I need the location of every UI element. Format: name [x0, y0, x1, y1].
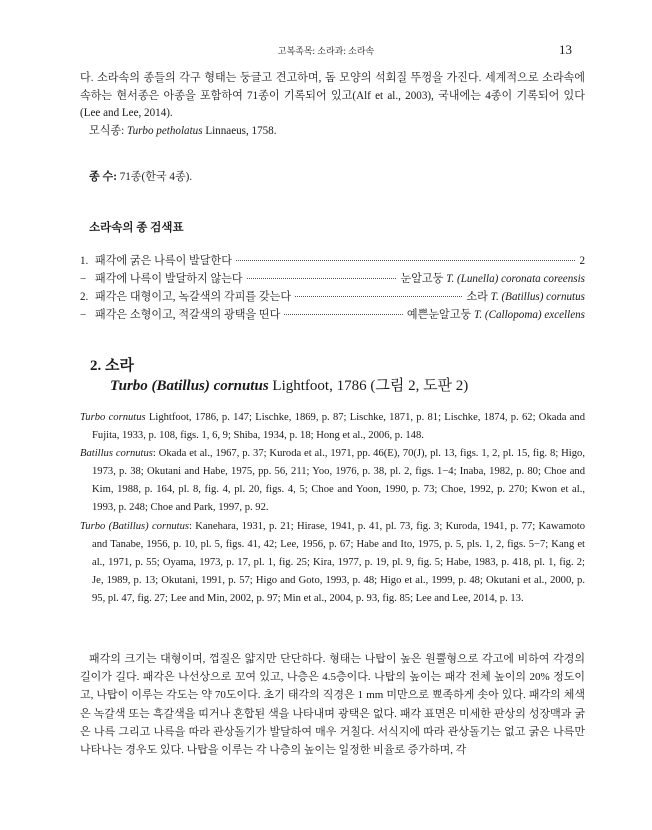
type-species-name: Turbo petholatus	[127, 124, 203, 137]
key-leader-dots	[284, 314, 403, 315]
synonym-citations: : Kanehara, 1931, p. 21; Hirase, 1941, p. 41, pl. 73, fig. 3; Kuroda, 1941, p. 77; Kawamoto and Tanabe, 1956, p. 10, pl. 5, figs. 41, 42; Lee, 1956, p. 67; Habe and Ito, 1975, p. 5, pls. 1, 2, figs. 5−7; Kang et al., 1971, p. 55; Oyama, 1973, p. 17, pl. 1, fig. 25; Kira, 1977, p. 19, pl. 9, fig. 5; Habe, 1983, p. 418, pl. 1, fig. 2; Je, 1989, p. 13; Okutani, 1991, p. 57; Higo and Goto, 1993, p. 48; Higo et al., 1999, p. 48; Okutani et al., 2000, p. 95, pl. 47, fig. 27; Lee and Min, 2002, p. 97; Min et al., 2004, p. 93, fig. 85; Lee and Lee, 2014, p. 13.	[92, 520, 586, 604]
description-section	[80, 650, 585, 759]
description-paragraph: 패각의 크기는 대형이며, 껍질은 얇지만 단단하다. 형태는 나탑이 높은 원뿔형으로 각고에 비하여 각경의 길이가 길다. 패각은 나선상으로 꼬여 있고, 나층은 4.5층이다. 나탑의 높이는 패각 전체 높이의 20% 정도이고, 나탑이 이루는 각도는 약 70도이다. 초기 태각의 직경은 1 mm 미만으로 뾰족하게 솟아 있다. 패각의 체색은 녹갈색 또는 흑갈색을 띠거나 혼합된 색을 나타내며 광택은 없다. 패각 표면은 미세한 판상의 성장맥과 굵은 나륵 그리고 나륵을 따라 관상돌기가 발달하여 매우 거칠다. 서식지에 따라 관상돌기는 없고 굵은 나륵만 나타나는 경우도 있다. 나탑을 이루는 각 나층의 높이는 일정한 비율로 증가하며, 각	[80, 653, 585, 757]
synonymy-list	[80, 409, 585, 608]
type-species-author: Linnaeus, 1758.	[205, 124, 277, 137]
key-item-number: −	[80, 309, 87, 321]
key-result-taxon: T. (Lunella) coronata coreensis	[446, 273, 585, 285]
species-author: Lightfoot, 1786	[268, 378, 367, 394]
running-title: 고복족목: 소라과: 소라속	[277, 46, 375, 56]
type-species-label: 모식종:	[89, 124, 125, 137]
key-item	[80, 271, 585, 289]
species-binomial: Turbo (Batillus) cornutus	[110, 378, 269, 394]
synonymy-entry	[80, 409, 585, 445]
key-item-number: 1.	[80, 255, 89, 267]
key-leader-dots	[295, 296, 462, 297]
key-item-result	[400, 271, 585, 289]
key-item-result	[579, 253, 585, 271]
key-item-text: 패각은 소형이고, 적갈색의 광택을 띤다	[95, 309, 281, 321]
species-count-line	[89, 169, 585, 187]
key-leader-dots	[247, 278, 397, 279]
key-result-prefix: 예쁜눈알고둥	[406, 309, 474, 321]
species-count-label: 종 수:	[89, 171, 117, 183]
identification-key	[80, 253, 585, 325]
key-item-text: 패각은 대형이고, 녹갈색의 각피를 갖는다	[95, 291, 292, 303]
running-head	[0, 42, 652, 58]
species-figure-ref: (그림 2, 도판 2)	[366, 378, 469, 394]
intro-paragraph: 다. 소라속의 종들의 각구 형태는 둥글고 견고하며, 돔 모양의 석회질 뚜껑을 가진다. 세계적으로 소라속에 속하는 현서종은 아종을 포함하여 71종이 기록되어 있고(Alf et al., 2003), 국내에는 4종이 기록되어 있다(Lee and Lee, 2014).	[80, 72, 585, 119]
species-heading	[90, 356, 590, 396]
synonymy-entry	[80, 445, 585, 517]
intro-section	[80, 70, 585, 325]
type-species-line	[80, 123, 585, 141]
key-item-result	[407, 307, 585, 325]
synonym-name: Batillus cornutus	[80, 448, 153, 460]
key-item-number: 2.	[80, 291, 89, 303]
key-item-text: 패각에 굵은 나륵이 발달한다	[95, 255, 232, 267]
key-result-ref: 2	[579, 255, 585, 267]
key-result-taxon: T. (Batillus) cornutus	[490, 291, 585, 303]
synonym-name: Turbo cornutus	[80, 412, 146, 423]
key-title: 소라속의 종 검색표	[89, 221, 184, 234]
key-item	[80, 253, 585, 271]
key-item-number: −	[80, 273, 87, 285]
species-scientific-name	[90, 376, 590, 396]
key-result-taxon: T. (Callopoma) excellens	[473, 309, 585, 321]
species-count-value: 71종(한국 4종).	[119, 171, 193, 183]
synonymy-entry	[80, 518, 585, 608]
key-item	[80, 289, 585, 307]
synonym-name: Turbo (Batillus) cornutus	[80, 520, 190, 532]
synonym-citations: : Okada et al., 1967, p. 37; Kuroda et al., 1971, pp. 46(E), 70(J), pl. 13, figs. 1, 2, pl. 15, fig. 8; Higo, 1973, p. 38; Okutani and Habe, 1975, pp. 56, 211; Yoo, 1976, p. 38, pl. 2, figs. 1−4; Inaba, 1982, p. 80; Choe and Kim, 1988, p. 164, pl. 8, fig. 4, pl. 20, figs. 4, 5; Choe and Yoon, 1990, p. 73; Choe, 1992, p. 270; Kwon et al., 1993, p. 248; Choe and Park, 1997, p. 92.	[92, 448, 585, 514]
key-leader-dots	[236, 260, 576, 261]
key-item-result	[466, 289, 585, 307]
key-item	[80, 307, 585, 325]
species-number-name: 2. 소라	[90, 358, 134, 374]
key-result-prefix: 소라	[466, 291, 491, 303]
key-result-prefix: 눈알고둥	[400, 273, 447, 285]
synonym-citations: Lightfoot, 1786, p. 147; Lischke, 1869, p. 87; Lischke, 1871, p. 81; Lischke, 1874, p. 62; Okada and Fujita, 1933, p. 108, figs. 1, 6, 9; Shiba, 1934, p. 18; Hong et al., 2006, p. 148.	[92, 412, 585, 442]
page-number: 13	[559, 42, 572, 57]
key-item-text: 패각에 나륵이 발달하지 않는다	[95, 273, 243, 285]
